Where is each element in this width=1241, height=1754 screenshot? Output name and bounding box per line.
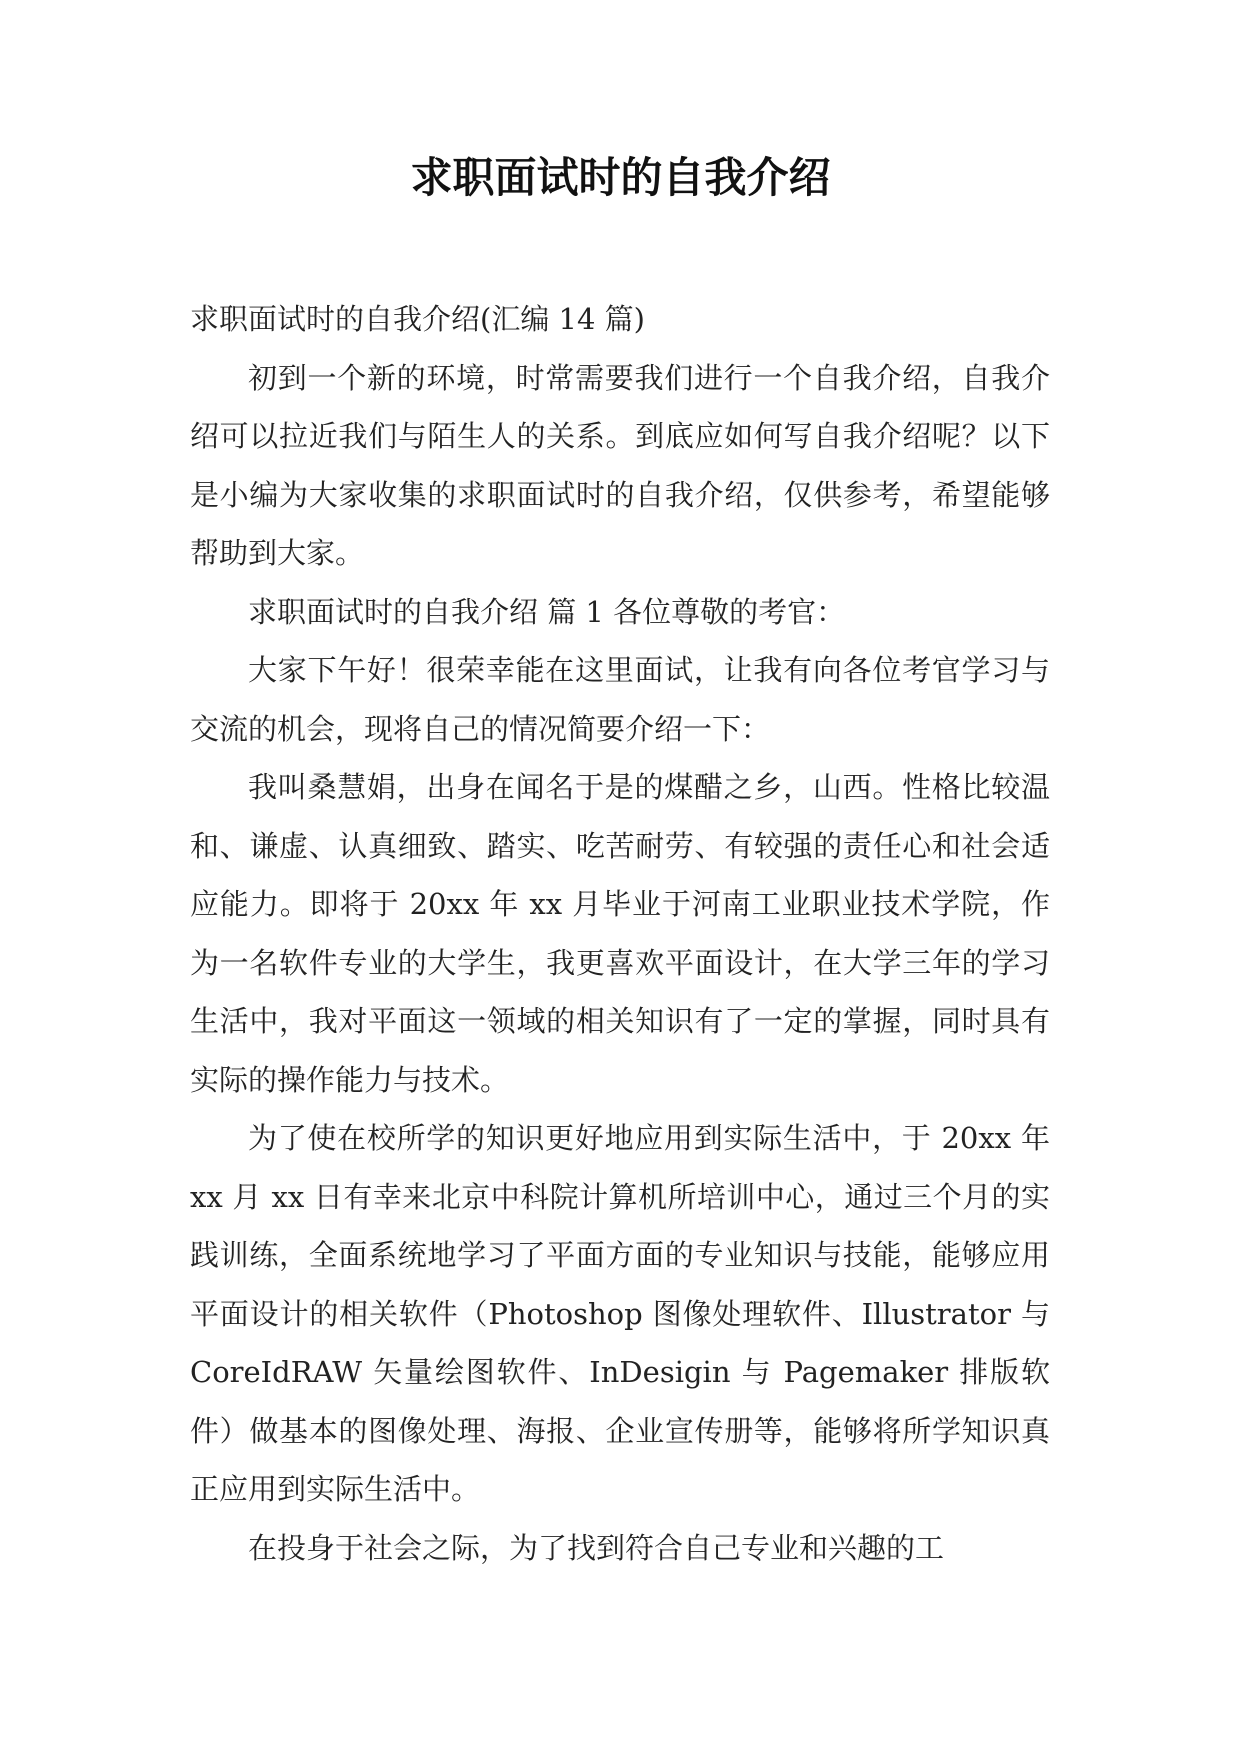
document-subtitle: 求职面试时的自我介绍(汇编 14 篇) <box>190 302 645 336</box>
paragraph-greeting: 大家下午好！很荣幸能在这里面试，让我有向各位考官学习与交流的机会，现将自己的情况简要介绍一下： <box>190 653 1050 746</box>
paragraph-intro: 初到一个新的环境，时常需要我们进行一个自我介绍，自我介绍可以拉近我们与陌生人的关系。到底应如何写自我介绍呢？以下是小编为大家收集的求职面试时的自我介绍，仅供参考，希望能够帮助到大家。 <box>190 360 1050 570</box>
paragraph-background: 我叫桑慧娟，出身在闻名于是的煤醋之乡，山西。性格比较温和、谦虚、认真细致、踏实、吃苦耐劳、有较强的责任心和社会适应能力。即将于 20xx 年 xx 月毕业于河南工业职业技术学院，作为一名软件专业的大学生，我更喜欢平面设计，在大学三年的学习生活中，我对平面这一领域的相关知识有了一定的掌握，同时具有实际的操作能力与技术。 <box>190 770 1050 1097</box>
paragraph-heading-1: 求职面试时的自我介绍 篇 1 各位尊敬的考官： <box>248 594 846 629</box>
document-body <box>190 290 1050 1577</box>
document-title: 求职面试时的自我介绍 <box>410 153 831 202</box>
paragraph-training: 为了使在校所学的知识更好地应用到实际生活中，于 20xx 年 xx 月 xx 日有幸来北京中科院计算机所培训中心，通过三个月的实践训练，全面系统地学习了平面方面的专业知识与技能，能够应用平面设计的相关软件（Photoshop 图像处理软件、Illustrator 与 CoreIdRAW 矢量绘图软件、InDesigin 与 Pagemaker 排版软件）做基本的图像处理、海报、企业宣传册等，能够将所学知识真正应用到实际生活中。 <box>190 1121 1050 1506</box>
paragraph-continuation: 在投身于社会之际，为了找到符合自己专业和兴趣的工 <box>248 1530 945 1565</box>
